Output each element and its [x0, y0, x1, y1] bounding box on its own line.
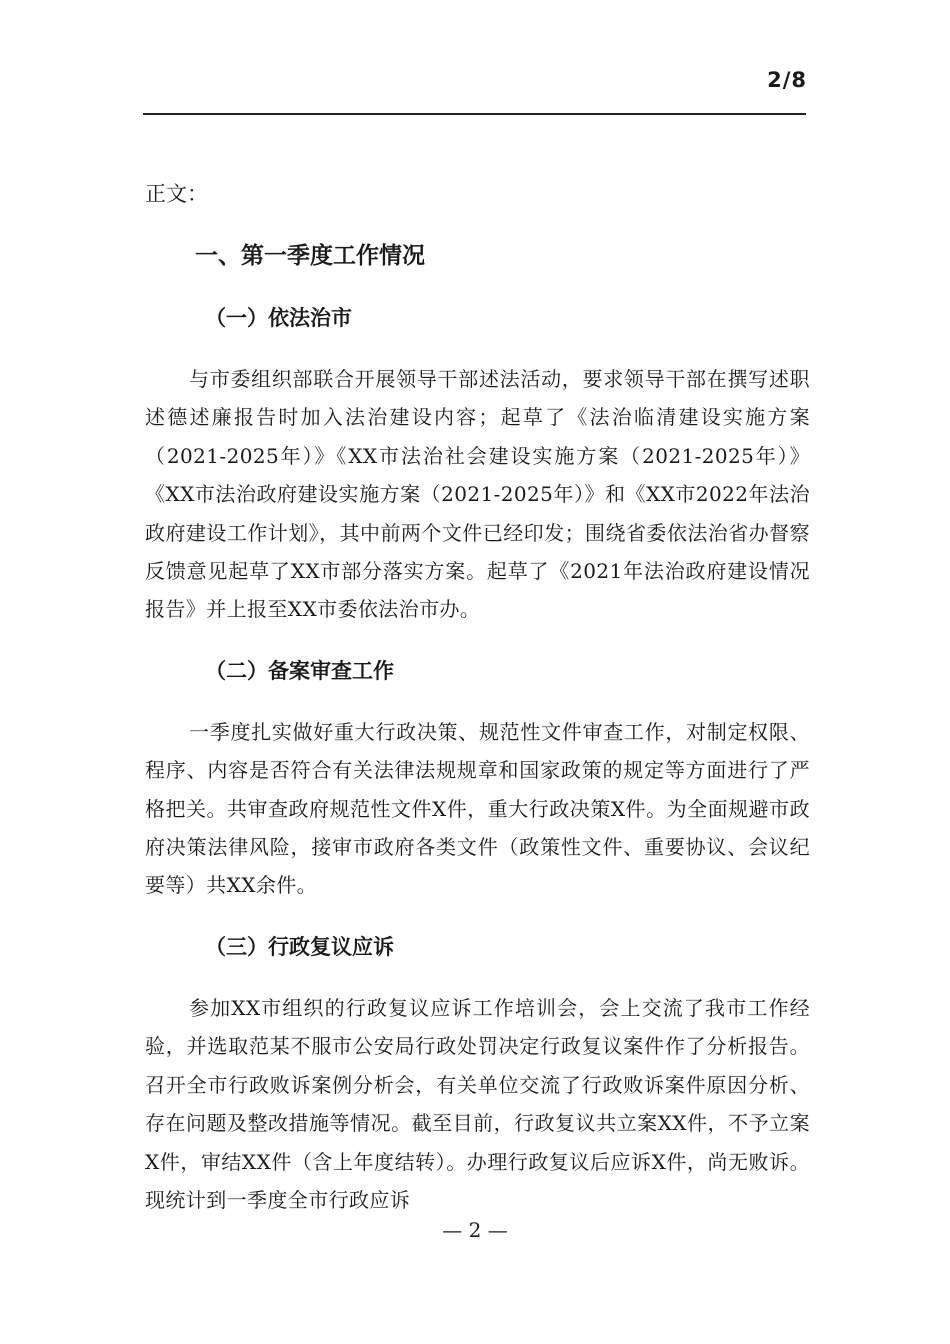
header-rule [143, 113, 806, 115]
subsection-paragraph-1: 与市委组织部联合开展领导干部述法活动，要求领导干部在撰写述职述德述廉报告时加入法治建设内容；起草了《法治临清建设实施方案（2021-2025年）》《XX市法治社会建设实施方案（2021-2025年）》《XX市法治政府建设实施方案（2021-2025年）》和《XX市2022年法治政府建设工作计划》，其中前两个文件已经印发；围绕省委依法治省办督察反馈意见起草了XX市部分落实方案。起草了《2021年法治政府建设情况报告》并上报至XX市委依法治市办。 [145, 367, 810, 622]
document-body [145, 176, 810, 1241]
subsection-paragraph-3: 参加XX市组织的行政复议应诉工作培训会，会上交流了我市工作经验，并选取范某不服市公安局行政处罚决定行政复议案件作了分析报告。召开全市行政败诉案例分析会，有关单位交流了行政败诉案件原因分析、存在问题及整改措施等情况。截至目前，行政复议共立案XX件，不予立案X件，审结XX件（含上年度结转）。办理行政复议后应诉X件，尚无败诉。现统计到一季度全市行政应诉 [145, 995, 810, 1212]
subsection-title-2: （二）备案审查工作 [205, 658, 394, 683]
subsection-paragraph-2: 一季度扎实做好重大行政决策、规范性文件审查工作，对制定权限、程序、内容是否符合有关法律法规规章和国家政策的规定等方面进行了严格把关。共审查政府规范性文件X件，重大行政决策X件。为全面规避市政府决策法律风险，接审市政府各类文件（政策性文件、重要协议、会议纪要等）共XX余件。 [145, 719, 810, 898]
subsection-title-1: （一）依法治市 [205, 306, 352, 330]
page-counter: 2/8 [767, 68, 807, 92]
lead-label: 正文： [145, 182, 208, 206]
section-title: 一、第一季度工作情况 [195, 243, 425, 269]
subsection-title-3: （三）行政复议应诉 [205, 934, 394, 959]
footer-page-number: — 2 — [442, 1218, 508, 1242]
